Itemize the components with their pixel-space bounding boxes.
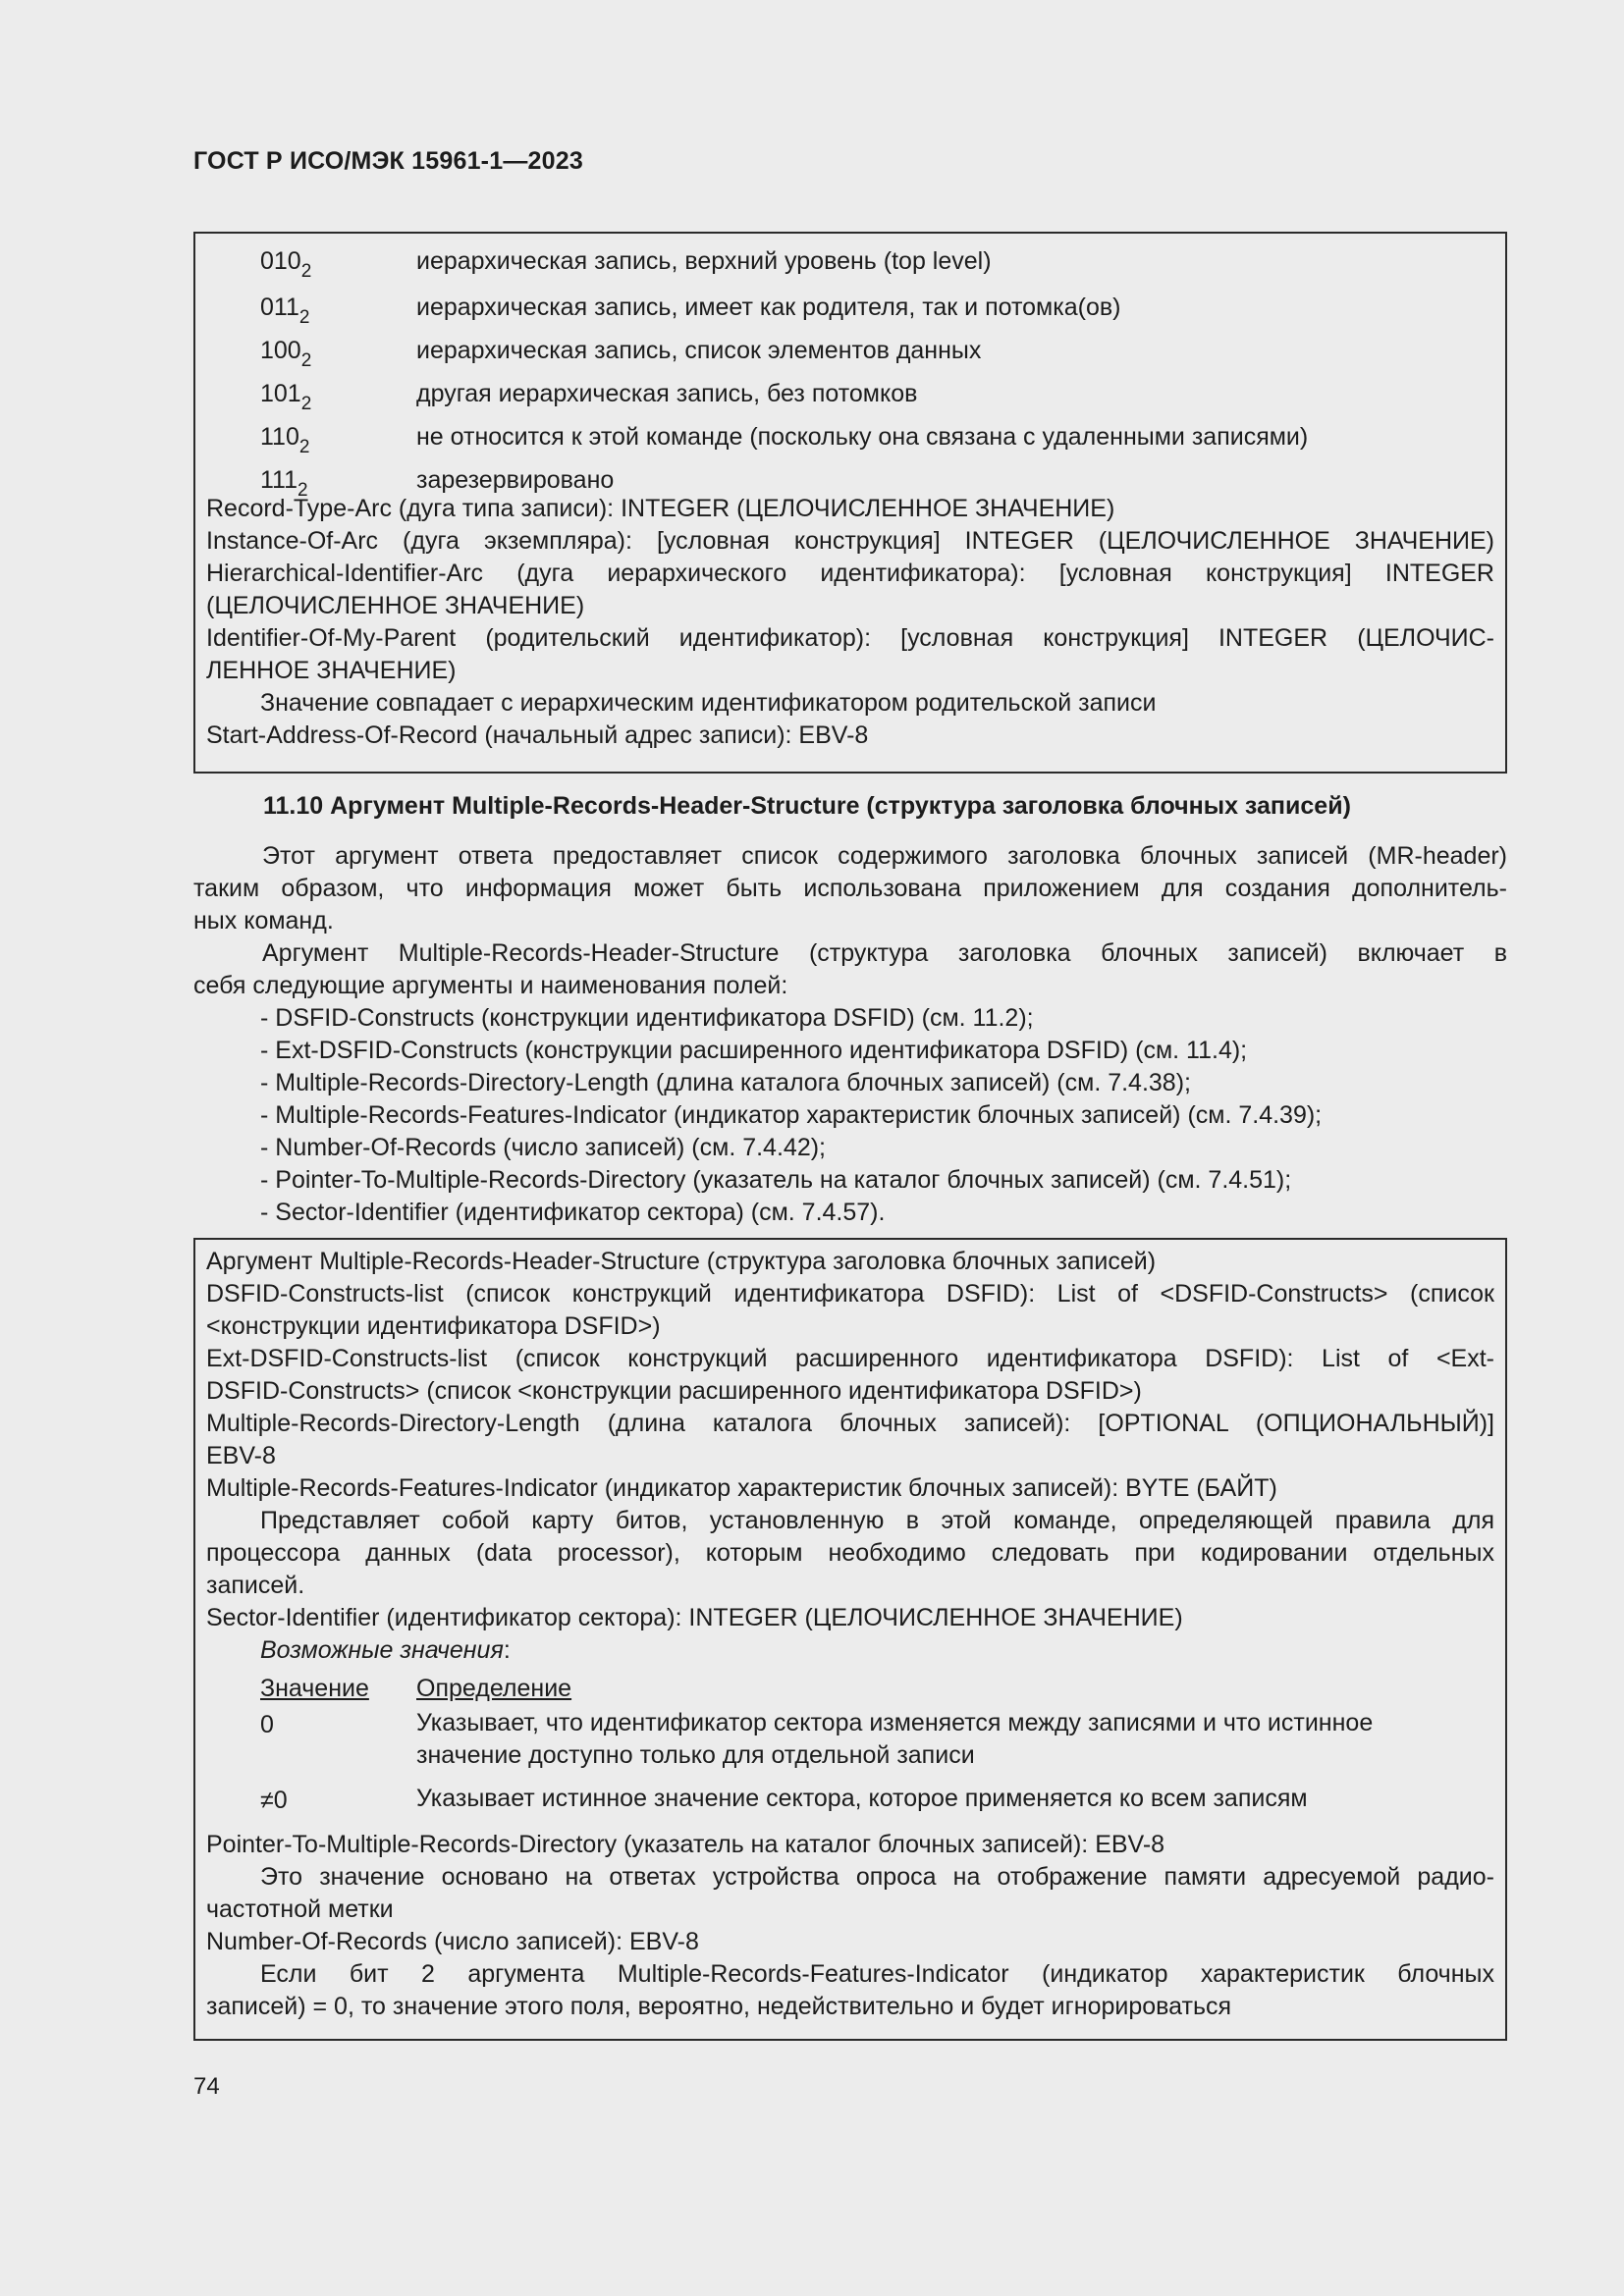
bit-code: $111_2$ <box>260 466 308 501</box>
bit-description: не относится к этой команде (поскольку она связана с удаленными записями) <box>416 423 1309 451</box>
bit-code: $101_2$ <box>260 380 312 414</box>
box-line: Multiple-Records-Features-Indicator (индикатор характеристик блочных записей): BYTE (БАЙТ) <box>206 1474 1277 1502</box>
value-cell: ≠0 <box>260 1787 288 1814</box>
possible-values-label: Возможные значения: <box>260 1636 511 1664</box>
box-line: Sector-Identifier (идентификатор сектора): INTEGER (ЦЕЛОЧИСЛЕННОЕ ЗНАЧЕНИЕ) <box>206 1604 1183 1631</box>
box-line: Pointer-To-Multiple-Records-Directory (указатель на каталог блочных записей): EBV-8 <box>206 1831 1165 1858</box>
bit-value-row <box>206 366 1494 414</box>
box-line: Аргумент Multiple-Records-Header-Structure (структура заголовка блочных записей) <box>206 1248 1157 1275</box>
values-table-row <box>206 1787 1494 1829</box>
bit-value-row <box>206 234 1494 280</box>
parent-note: Значение совпадает с иерархическим идентификатором родительской записи <box>260 689 1157 717</box>
list-item: - Pointer-To-Multiple-Records-Directory (указатель на каталог блочных записей) (см. 7.4.51); <box>260 1166 1292 1194</box>
values-table-row <box>206 1711 1494 1787</box>
box-line: <конструкции идентификатора DSFID>) <box>206 1312 661 1340</box>
box-line: записей. <box>206 1572 305 1599</box>
bit-code: $010_2$ <box>260 247 312 282</box>
box-line: записей) = 0, то значение этого поля, вероятно, недействительно и будет игнорироваться <box>206 1993 1232 2020</box>
bit-value-row <box>206 409 1494 457</box>
bit-value-row <box>206 323 1494 371</box>
bit-value-row <box>206 453 1494 501</box>
paragraph-line: ных команд. <box>193 907 334 934</box>
bit-code: $100_2$ <box>260 337 312 371</box>
box-line: Это значение основано на ответах устройства опроса на отображение памяти адресуемой радио- <box>260 1863 1494 1891</box>
record-type-arc: Record-Type-Arc (дуга типа записи): INTEGER (ЦЕЛОЧИСЛЕННОЕ ЗНАЧЕНИЕ) <box>206 495 1115 522</box>
value-cell: 0 <box>260 1711 274 1738</box>
bit-description: другая иерархическая запись, без потомков <box>416 380 918 407</box>
box-line: DSFID-Constructs-list (список конструкций идентификатора DSFID): List of <DSFID-Constructs> (список <box>206 1280 1494 1308</box>
definition-cell: Указывает истинное значение сектора, которое применяется ко всем записям <box>416 1785 1308 1812</box>
box-line: Multiple-Records-Directory-Length (длина каталога блочных записей): [OPTIONAL (ОПЦИОНАЛЬНЫЙ)] <box>206 1410 1494 1437</box>
bit-description: иерархическая запись, список элементов данных <box>416 337 982 364</box>
bit-description: иерархическая запись, имеет как родителя, так и потомка(ов) <box>416 294 1121 321</box>
record-structure-box <box>193 232 1507 774</box>
column-header-value: Значение <box>260 1675 369 1702</box>
hierarchical-identifier-arc: Hierarchical-Identifier-Arc (дуга иерархического идентификатора): [условная конструкция] INTEGER <box>206 560 1494 587</box>
box-line: Если бит 2 аргумента Multiple-Records-Features-Indicator (индикатор характеристик блочных <box>260 1960 1494 1988</box>
list-item: - Multiple-Records-Features-Indicator (индикатор характеристик блочных записей) (см. 7.4.39); <box>260 1101 1323 1129</box>
definition-cell: Указывает, что идентификатор сектора изменяется между записями и что истинное значение доступно только для отдельной записи <box>416 1709 1374 1769</box>
values-table-header <box>206 1667 1494 1709</box>
section-title: 11.10 Аргумент Multiple-Records-Header-Structure (структура заголовка блочных записей) <box>263 792 1351 820</box>
paragraph-line: таким образом, что информация может быть использована приложением для создания дополнитель- <box>193 875 1507 902</box>
list-item: - Ext-DSFID-Constructs (конструкции расширенного идентификатора DSFID) (см. 11.4); <box>260 1037 1248 1064</box>
box-line: EBV-8 <box>206 1442 276 1469</box>
header-structure-box <box>193 1238 1507 2041</box>
section-body <box>193 840 1507 1229</box>
bit-code: $011_2$ <box>260 294 310 328</box>
list-item: - Number-Of-Records (число записей) (см. 7.4.42); <box>260 1134 826 1161</box>
identifier-of-parent: Identifier-Of-My-Parent (родительский идентификатор): [условная конструкция] INTEGER (ЦЕЛОЧИС- <box>206 624 1494 652</box>
document-header: ГОСТ Р ИСО/МЭК 15961-1—2023 <box>193 147 583 175</box>
start-address-of-record: Start-Address-Of-Record (начальный адрес записи): EBV-8 <box>206 721 869 749</box>
list-item: - Multiple-Records-Directory-Length (длина каталога блочных записей) (см. 7.4.38); <box>260 1069 1191 1096</box>
box-line: Ext-DSFID-Constructs-list (список конструкций расширенного идентификатора DSFID): List of <Ext- <box>206 1345 1494 1372</box>
column-header-definition: Определение <box>416 1675 572 1702</box>
box-line: DSFID-Constructs> (список <конструкции расширенного идентификатора DSFID>) <box>206 1377 1142 1405</box>
box-line: процессора данных (data processor), которым необходимо следовать при кодировании отдельных <box>206 1539 1494 1567</box>
box-line: Number-Of-Records (число записей): EBV-8 <box>206 1928 699 1955</box>
paragraph-line: себя следующие аргументы и наименования полей: <box>193 972 788 999</box>
instance-of-arc: Instance-Of-Arc (дуга экземпляра): [условная конструкция] INTEGER (ЦЕЛОЧИСЛЕННОЕ ЗНАЧЕНИЕ) <box>206 527 1494 555</box>
paragraph-line: Аргумент Multiple-Records-Header-Structure (структура заголовка блочных записей) включает в <box>262 939 1507 967</box>
bit-value-row <box>206 280 1494 328</box>
box-line: частотной метки <box>206 1896 394 1923</box>
box-line: Представляет собой карту битов, установленную в этой команде, определяющей правила для <box>260 1507 1494 1534</box>
hierarchical-identifier-arc-cont: (ЦЕЛОЧИСЛЕННОЕ ЗНАЧЕНИЕ) <box>206 592 585 619</box>
paragraph-line: Этот аргумент ответа предоставляет список содержимого заголовка блочных записей (MR-header) <box>262 842 1507 870</box>
bit-code: $110_2$ <box>260 423 310 457</box>
identifier-of-parent-cont: ЛЕННОЕ ЗНАЧЕНИЕ) <box>206 657 457 684</box>
list-item: - DSFID-Constructs (конструкции идентификатора DSFID) (см. 11.2); <box>260 1004 1034 1032</box>
list-item: - Sector-Identifier (идентификатор сектора) (см. 7.4.57). <box>260 1199 886 1226</box>
argument-list <box>193 1002 1507 1229</box>
bit-description: иерархическая запись, верхний уровень (top level) <box>416 247 992 275</box>
bit-description: зарезервировано <box>416 466 615 494</box>
page-number: 74 <box>193 2073 220 2100</box>
